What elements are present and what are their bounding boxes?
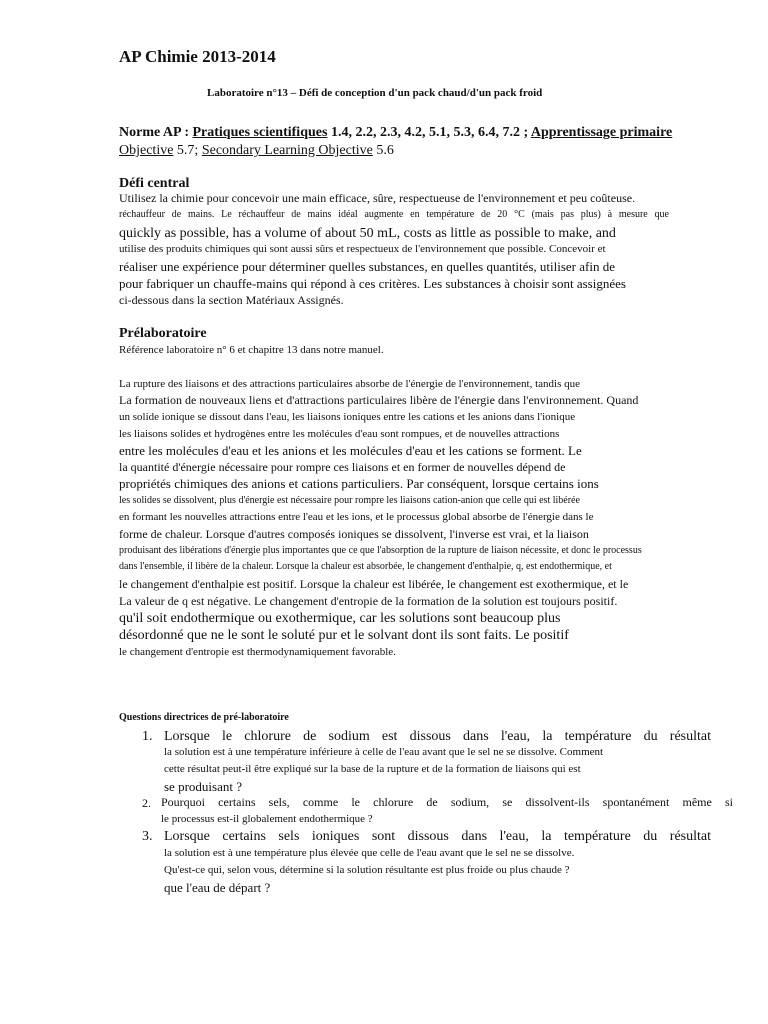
standard-practices-numbers: 1.4, 2.2, 2.3, 4.2, 5.1, 5.3, 6.4, 7.2 ; xyxy=(327,125,531,140)
question-3-line: Qu'est-ce qui, selon vous, détermine si la solution résultante est plus froide ou plus chaude ? xyxy=(164,864,570,876)
prelab-heading: Prélaboratoire xyxy=(119,326,207,341)
prelab-line: propriétés chimiques des anions et cations particuliers. Par conséquent, lorsque certains ions xyxy=(119,476,599,491)
question-1-line: cette résultat peut-il être expliqué sur la base de la rupture et de la formation de liaisons qui est xyxy=(164,763,581,775)
defi-heading: Défi central xyxy=(119,176,190,191)
prelab-line: produisant des libérations d'énergie plus importantes que ce que l'absorption de la rupture de liaison nécessite, et donc le processus xyxy=(119,545,642,556)
ap-standard-line-2 xyxy=(119,143,394,159)
standard-primary: Apprentissage primaire xyxy=(530,125,673,140)
standard-objective-num: 5.7; xyxy=(173,143,202,158)
prelab-line: les solides se dissolvent, plus d'énergie est nécessaire pour rompre les liaisons cation-anion que celle qui est libérée xyxy=(119,495,580,506)
question-3-line: que l'eau de départ ? xyxy=(164,880,271,895)
defi-line: réchauffeur de mains. Le réchauffeur de mains idéal augmente en température de 20 °C (mais pas plus) à mesure que xyxy=(119,209,669,220)
question-3-line: la solution est à une température plus élevée que celle de l'eau avant que le sel ne se dissolve. xyxy=(164,847,575,859)
standard-secondary: Secondary Learning Objective xyxy=(201,143,373,158)
question-3-first: Lorsque certains sels ioniques sont dissous dans l'eau, la température du résultat xyxy=(164,829,711,844)
prelab-line: la quantité d'énergie nécessaire pour rompre ces liaisons et en former de nouvelles dépend de xyxy=(119,460,566,474)
question-number: 2. xyxy=(142,796,151,810)
prelab-line: forme de chaleur. Lorsque d'autres composés ioniques se dissolvent, l'inverse est vrai, et la liaison xyxy=(119,527,589,541)
question-number: 3. xyxy=(142,829,153,844)
lab-title: Laboratoire n°13 – Défi de conception d'un pack chaud/d'un pack froid xyxy=(207,87,543,99)
course-title: AP Chimie 2013-2014 xyxy=(119,47,276,66)
prelab-line: le changement d'entropie est thermodynamiquement favorable. xyxy=(119,646,396,658)
defi-line: pour fabriquer un chauffe-mains qui répond à ces critères. Les substances à choisir sont assignées xyxy=(119,276,626,291)
question-1-line: se produisant ? xyxy=(164,779,242,794)
defi-line: Utilisez la chimie pour concevoir une main efficace, sûre, respectueuse de l'environnement et peu coûteuse. xyxy=(119,191,636,205)
standard-objective: Objective xyxy=(119,143,174,158)
standard-prefix: Norme AP : xyxy=(119,125,193,140)
question-2-line: le processus est-il globalement endothermique ? xyxy=(161,813,373,825)
standard-secondary-num: 5.6 xyxy=(372,143,394,158)
prelab-line: un solide ionique se dissout dans l'eau, les liaisons ioniques entre les cations et les anions dans l'ionique xyxy=(119,411,576,423)
question-1-line: la solution est à une température inférieure à celle de l'eau avant que le sel ne se dissolve. Comment xyxy=(164,746,604,758)
prelab-reference: Référence laboratoire n° 6 et chapitre 13 dans notre manuel. xyxy=(119,344,384,356)
question-number: 1. xyxy=(142,729,153,744)
defi-line: utilise des produits chimiques qui sont aussi sûrs et respectueux de l'environnement que possible. Concevoir et xyxy=(119,243,606,255)
question-1-first: Lorsque le chlorure de sodium est dissous dans l'eau, la température du résultat xyxy=(164,729,711,744)
standard-practices: Pratiques scientifiques xyxy=(192,125,328,140)
prelab-line: le changement d'enthalpie est positif. Lorsque la chaleur est libérée, le changement est exothermique, et le xyxy=(119,577,629,591)
prelab-line: les liaisons solides et hydrogènes entre les molécules d'eau sont rompues, et de nouvelles attractions xyxy=(119,428,560,440)
prelab-line: La formation de nouveaux liens et d'attractions particulaires libère de l'énergie dans l'environnement. Quand xyxy=(119,393,639,407)
prelab-line: dans l'ensemble, il libère de la chaleur. Lorsque la chaleur est absorbée, le changement d'enthalpie, q, est endothermique, et xyxy=(119,561,612,572)
prelab-line: La valeur de q est négative. Le changement d'entropie de la formation de la solution est toujours positif. xyxy=(119,594,618,608)
prelab-line: qu'il soit endothermique ou exothermique, car les solutions sont beaucoup plus xyxy=(119,611,561,626)
questions-heading: Questions directrices de pré-laboratoire xyxy=(119,712,289,723)
question-2-first: Pourquoi certains sels, comme le chlorure de sodium, se dissolvent-ils spontanément même si xyxy=(161,795,733,809)
ap-standard-line-1 xyxy=(119,125,672,141)
prelab-line: en formant les nouvelles attractions entre l'eau et les ions, et le processus global absorbe de l'énergie dans le xyxy=(119,511,594,523)
defi-line: réaliser une expérience pour déterminer quelles substances, en quelles quantités, utiliser afin de xyxy=(119,259,615,274)
prelab-line: entre les molécules d'eau et les anions et les molécules d'eau et les cations se forment. Le xyxy=(119,443,582,458)
prelab-line: désordonné que ne le sont le soluté pur et le solvant dont ils sont faits. Le positif xyxy=(119,628,569,643)
defi-line: ci-dessous dans la section Matériaux Assignés. xyxy=(119,293,344,307)
prelab-line: La rupture des liaisons et des attractions particulaires absorbe de l'énergie de l'environnement, tandis que xyxy=(119,378,581,390)
defi-line: quickly as possible, has a volume of about 50 mL, costs as little as possible to make, and xyxy=(119,226,616,241)
